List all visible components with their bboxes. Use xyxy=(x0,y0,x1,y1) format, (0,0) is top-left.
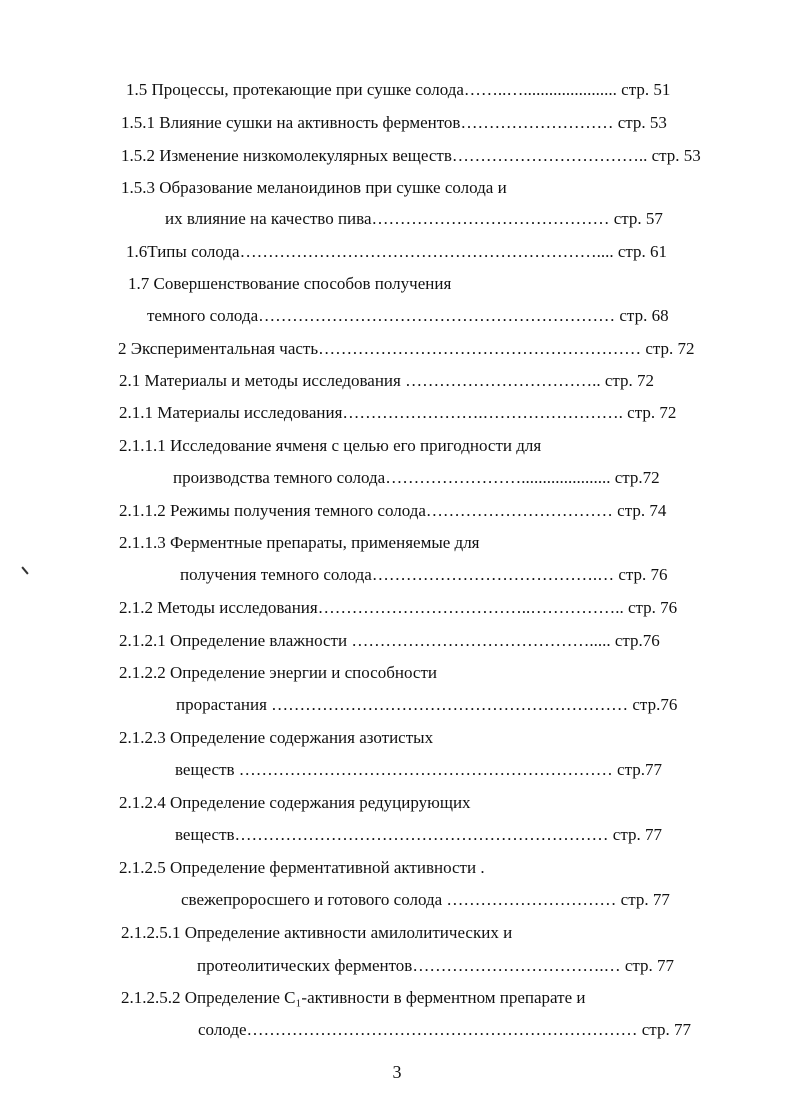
toc-line: 2.1.1 Материалы исследования…………………….……………………. стр. 72 xyxy=(119,403,677,422)
toc-line: солоде…………………………………………………………… стр. 77 xyxy=(198,1020,691,1039)
toc-line: 2.1.2.5 Определение ферментативной активности . xyxy=(119,858,485,877)
toc-line: свежепроросшего и готового солода ………………………… стр. 77 xyxy=(181,890,670,909)
toc-line: 1.5.3 Образование меланоидинов при сушке солода и xyxy=(121,178,507,197)
toc-line: темного солода……………………………………………………… стр. 68 xyxy=(147,306,669,325)
toc-line: 2.1.2.2 Определение энергии и способности xyxy=(119,663,437,682)
toc-line: веществ………………………………………………………… стр. 77 xyxy=(175,825,662,844)
toc-line: их влияние на качество пива…………………………………… стр. 57 xyxy=(165,209,663,228)
stray-pen-mark xyxy=(21,566,28,574)
toc-line: 2.1.2.5.1 Определение активности амилолитических и xyxy=(121,923,513,942)
toc-line: 2.1.2.5.2 Определение С₁-активности в ферментном препарате и xyxy=(121,988,586,1007)
toc-line: веществ ………………………………………………………… стр.77 xyxy=(175,760,662,779)
toc-line: 1.5.1 Влияние сушки на активность ферментов……………………… стр. 53 xyxy=(121,113,667,132)
toc-line: 2.1.1.3 Ферментные препараты, применяемые для xyxy=(119,533,480,552)
toc-line: 1.5.2 Изменение низкомолекулярных веществ…………………………….. стр. 53 xyxy=(121,146,701,165)
toc-line: 2.1.2.3 Определение содержания азотистых xyxy=(119,728,434,747)
toc-line: 1.7 Совершенствование способов получения xyxy=(128,274,452,293)
toc-line: 1.6Типы солода……………………………………………………….... стр. 61 xyxy=(126,242,668,261)
toc-line: 2 Экспериментальная часть………………………………………………… стр. 72 xyxy=(118,339,695,358)
toc-line: протеолитических ферментов…………………………….… стр. 77 xyxy=(197,956,675,975)
toc-line: 2.1.1.2 Режимы получения темного солода…………………………… стр. 74 xyxy=(119,501,667,520)
toc-line: прорастания ……………………………………………………… стр.76 xyxy=(176,695,678,714)
toc-line: получения темного солода………………………………….… стр. 76 xyxy=(180,565,668,584)
toc-line: 2.1.1.1 Исследование ячменя с целью его пригодности для xyxy=(119,436,542,455)
toc-line: 2.1 Материалы и методы исследования …………………………….. стр. 72 xyxy=(119,371,655,390)
toc-line: 2.1.2 Методы исследования………………………………..…………….. стр. 76 xyxy=(119,598,678,617)
toc-line: 1.5 Процессы, протекающие при сушке солода……..…...................... стр. 51 xyxy=(126,80,671,99)
toc-line: 2.1.2.1 Определение влажности ……………………………………..... стр.76 xyxy=(119,631,660,650)
toc-line: производства темного солода……………………..................... стр.72 xyxy=(173,468,660,487)
toc-line: 2.1.2.4 Определение содержания редуцирующих xyxy=(119,793,471,812)
page-number: 3 xyxy=(392,1062,402,1082)
